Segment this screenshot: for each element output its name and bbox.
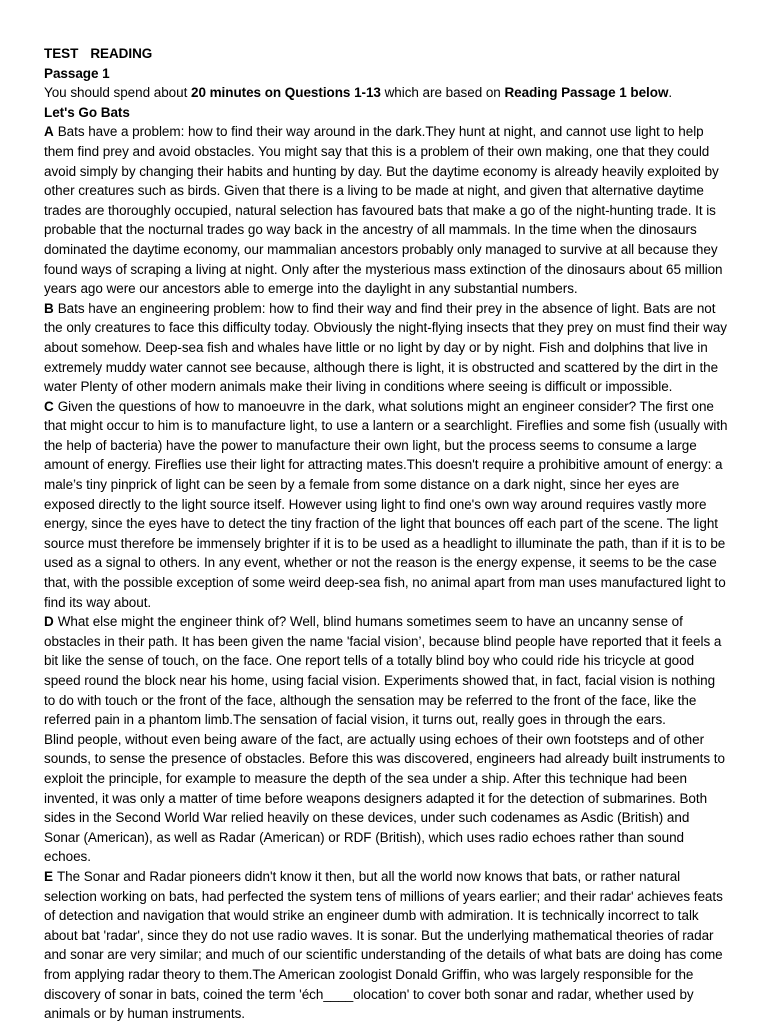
instruction-bold-2: Reading Passage 1 below bbox=[504, 85, 669, 101]
instruction-end: . bbox=[668, 85, 673, 101]
instruction-bold-1: 20 minutes on Questions 1-13 bbox=[190, 85, 381, 101]
paragraph-b bbox=[44, 299, 728, 397]
instruction-text-1: You should spend about bbox=[44, 85, 191, 101]
paragraph-text: Bats have a problem: how to find their way around in the dark.They hunt at night, and cannot use light to help them find prey and avoid obstacles. You might say that this is a problem of their own making, one that they could avoid simply by changing their habits and hunting by day. But the daytime economy is already heavily exploited by other creatures such as birds. Given that there is a living to be made at night, and given that alternative daytime trades are thoroughly occupied, natural selection has favoured bats that make a go of the night-hunting trade. It is probable that the nocturnal trades go way back in the ancestry of all mammals. In the time when the dinosaurs dominated the daytime economy, our mammalian ancestors probably only managed to survive at all because they found ways of scraping a living at night. Only after the mysterious mass extinction of the dinosaurs about 65 million years ago were our ancestors able to emerge into the daylight in any substantial numbers. bbox=[44, 124, 723, 297]
paragraph-text: Bats have an engineering problem: how to find their way and find their prey in the absence of light. Bats are not the only creatures to face this difficulty today. Obviously the night-flying insects that they prey on must find their way about somehow. Deep-sea fish and whales have little or no light by day or by night. Fish and dolphins that live in extremely muddy water cannot see because, although there is light, it is obstructed and scattered by the dirt in the water Plenty of other modern animals make their living in conditions where seeing is difficult or impossible. bbox=[44, 300, 727, 395]
paragraph-label: B bbox=[44, 300, 54, 316]
paragraph-label: C bbox=[44, 398, 54, 414]
paragraph-text: What else might the engineer think of? Well, blind humans sometimes seem to have an uncanny sense of obstacles in their path. It has been given the name 'facial vision’, because blind people have reported that it feels a bit like the sense of touch, on the face. One report tells of a totally blind boy who could ride his tricycle at good speed round the block near his home, using facial vision. Experiments showed that, in fact, facial vision is nothing to do with touch or the front of the face, although the sensation may be referred to the front of the face, like the referred pain in a phantom limb.The sensation of facial vision, it turns out, really goes in through the ears. bbox=[44, 614, 722, 728]
article-title: Let's Go Bats bbox=[44, 104, 130, 120]
paragraph-text: Given the questions of how to manoeuvre in the dark, what solutions might an engineer consider? The first one that might occur to him is to manufacture light, to use a lantern or a searchlight. Fireflies and some fish (usually with the help of bacteria) have the power to manufacture their own light, but the process seems to consume a large amount of energy. Fireflies use their light for attracting mates.This doesn't require a prohibitive amount of energy: a male’s tiny pinprick of light can be seen by a female from some distance on a dark night, since her eyes are exposed directly to the light source itself. However using light to find one's own way around requires vastly more energy, since the eyes have to detect the tiny fraction of the light that bounces off each part of the scene. The light source must therefore be immensely brighter if it is to be used as a headlight to illuminate the path, than if it is to be used as a signal to others. In any event, whether or not the reason is the energy expense, it seems to be the case that, with the possible exception of some weird deep-sea fish, no animal apart from man uses manufactured light to find its way about. bbox=[44, 398, 728, 610]
paragraph-a bbox=[44, 122, 728, 298]
instructions bbox=[44, 83, 728, 103]
paragraph-c bbox=[44, 397, 728, 613]
passage-label: Passage 1 bbox=[44, 65, 110, 81]
instruction-text-2: which are based on bbox=[380, 85, 505, 101]
paragraph-d bbox=[44, 612, 728, 730]
test-label: TEST bbox=[44, 46, 79, 61]
paragraph-label: D bbox=[44, 614, 54, 630]
paragraph-d-continued bbox=[44, 730, 728, 867]
paragraph-text: Blind people, without even being aware of the fact, are actually using echoes of their own footsteps and of other sounds, to sense the presence of obstacles. Before this was discovered, engineers had already built instruments to exploit the principle, for example to measure the depth of the sea under a ship. After this technique had been invented, it was only a matter of time before weapons designers adapted it for the detection of submarines. Both sides in the Second World War relied heavily on these devices, under such codenames as Asdic (British) and Sonar (American), as well as Radar (American) or RDF (British), which uses radio echoes rather than sound echoes. bbox=[44, 731, 725, 865]
paragraph-label: A bbox=[44, 124, 54, 140]
section-label: READING bbox=[90, 46, 153, 61]
paragraph-text: The Sonar and Radar pioneers didn't know it then, but all the world now knows that bats, or rather natural selection working on bats, had perfected the system tens of millions of years earlier; and their radar' achieves feats of detection and navigation that would strike an engineer dumb with admiration. It is technically incorrect to talk about bat 'radar', since they do not use radio waves. It is sonar. But the underlying mathematical theories of radar and sonar are very similar; and much of our scientific understanding of the details of what bats are doing has come from applying radar theory to them.The American zoologist Donald Griffin, who was largely responsible for the discovery of sonar in bats, coined the term 'éch____olocation' to cover both sonar and radar, whether used by animals or by human instruments. bbox=[44, 868, 723, 1022]
paragraph-label: E bbox=[44, 868, 53, 884]
paragraph-e bbox=[44, 867, 728, 1024]
test-heading bbox=[44, 44, 728, 64]
